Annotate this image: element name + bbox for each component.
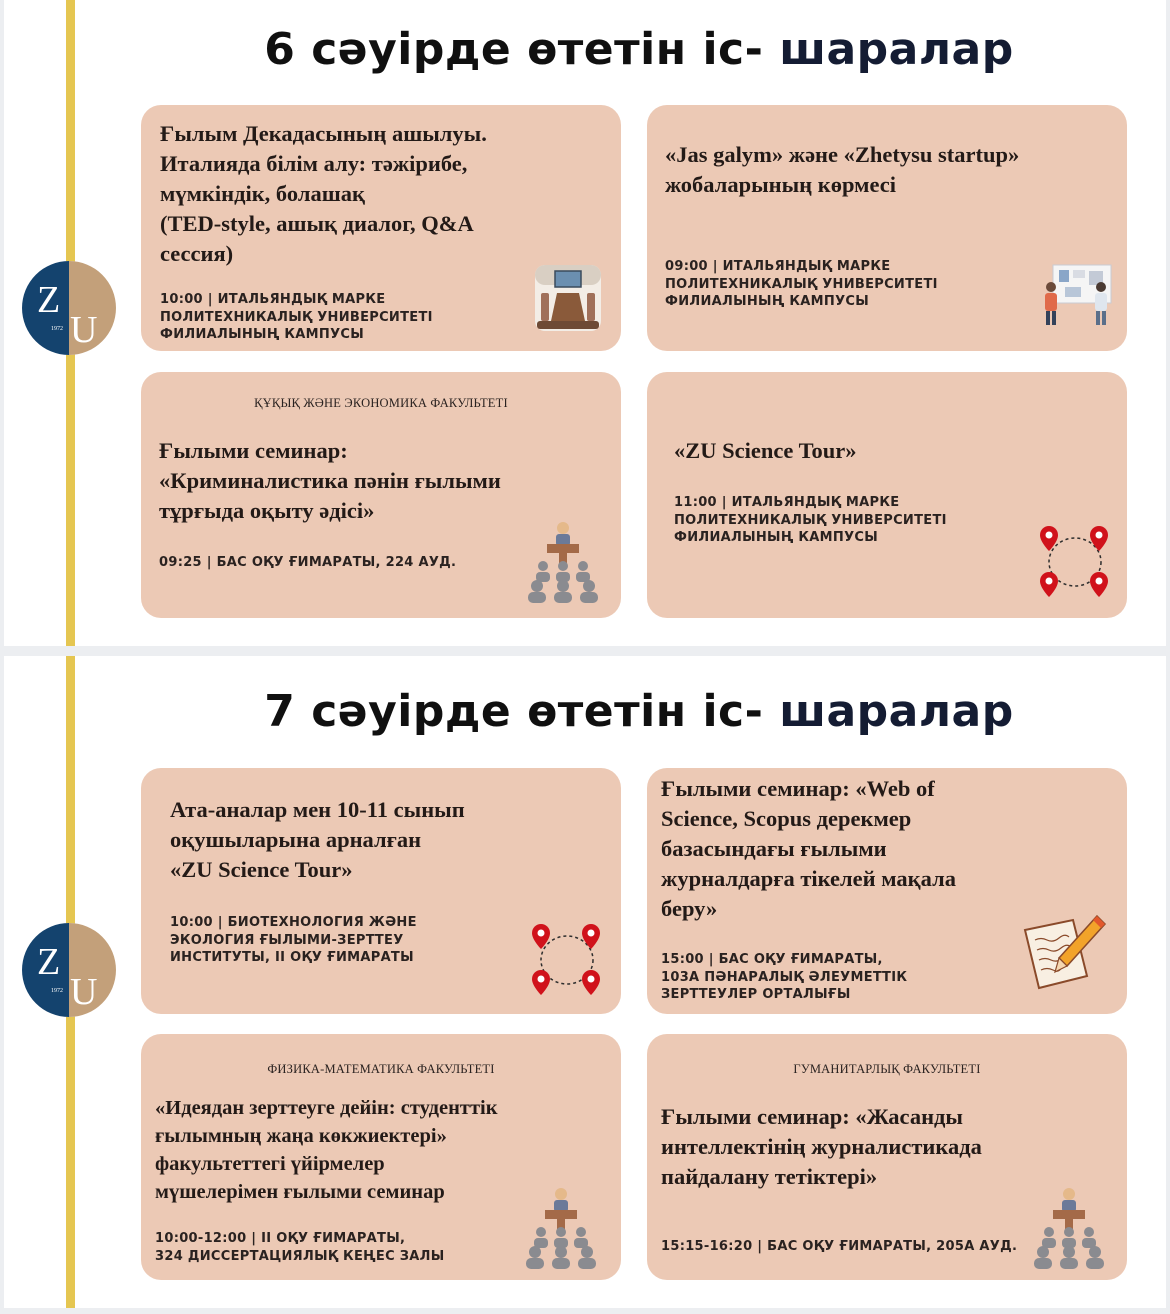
- event-headline: Ата-аналар мен 10-11 сынып оқушыларына арналған «ZU Science Tour»: [170, 797, 465, 882]
- event-card[interactable]: [647, 372, 1127, 618]
- logo-year: 1972: [51, 988, 63, 994]
- seminar-audience-icon: [523, 1186, 599, 1274]
- event-time-location: 15:00 | БАС ОҚУ ҒИМАРАТЫ, 103А ПӘНАРАЛЫҚ ӘЛЕУМЕТТІК ЗЕРТТЕУЛЕР ОРТАЛЫҒЫ: [661, 952, 908, 1002]
- event-time-location: 11:00 | ИТАЛЬЯНДЫҚ МАРКЕ ПОЛИТЕХНИКАЛЫҚ УНИВЕРСИТЕТІ ФИЛИАЛЫНЫҢ КАМПУСЫ: [674, 495, 947, 545]
- event-time-location: 10:00 | ИТАЛЬЯНДЫҚ МАРКЕ ПОЛИТЕХНИКАЛЫҚ УНИВЕРСИТЕТІ ФИЛИАЛЫНЫҢ КАМПУСЫ: [160, 292, 433, 342]
- event-headline: «Jas galym» және «Zhetysu startup» жобаларының көрмесі: [665, 142, 1020, 197]
- logo-letter-z: Z: [37, 279, 61, 321]
- event-time-location: 10:00-12:00 | ІІ ОҚУ ҒИМАРАТЫ, 324 ДИССЕРТАЦИЯЛЫҚ КЕҢЕС ЗАЛЫ: [155, 1231, 445, 1264]
- event-headline: Ғылыми семинар: «Web of Science, Scopus дерекмер базасындағы ғылыми журналдарға тікелей мақала беру»: [661, 776, 956, 921]
- logo-letter-u: U: [70, 309, 98, 351]
- event-headline: Ғылыми семинар: «Жасанды интеллектінің журналистикада пайдалану тетіктері»: [661, 1104, 982, 1189]
- route-pins-icon: [529, 920, 605, 1004]
- event-time-location: 09:00 | ИТАЛЬЯНДЫҚ МАРКЕ ПОЛИТЕХНИКАЛЫҚ УНИВЕРСИТЕТІ ФИЛИАЛЫНЫҢ КАМПУСЫ: [665, 259, 938, 309]
- seminar-audience-icon: [1031, 1186, 1107, 1274]
- conference-room-icon: [533, 263, 603, 337]
- event-headline: Ғылыми семинар: «Криминалистика пәнін ғылыми тұрғыда оқыту әдісі»: [159, 438, 501, 523]
- route-pins-icon: [1037, 522, 1113, 606]
- event-headline: «Идеядан зерттеуге дейін: студенттік ғылымның жаңа көкжиектері» факультеттегі үйірмелер мүшелерімен ғылыми семинар: [155, 1097, 498, 1203]
- event-time-location: 09:25 | БАС ОҚУ ҒИМАРАТЫ, 224 АУД.: [159, 555, 457, 570]
- faculty-label: ФИЗИКА-МАТЕМАТИКА ФАКУЛЬТЕТІ: [267, 1062, 495, 1076]
- event-headline: Ғылым Декадасының ашылуы. Италияда білім алу: тәжірибе, мүмкіндік, болашақ (TED-style, ашық диалог, Q&A сессия): [160, 121, 487, 266]
- page-title: 7 сәуірде өтетін іс- шаралар: [264, 686, 1014, 737]
- event-card[interactable]: [647, 768, 1127, 1014]
- event-headline: «ZU Science Tour»: [674, 438, 857, 463]
- faculty-label: ГУМАНИТАРЛЫҚ ФАКУЛЬТЕТІ: [793, 1062, 981, 1076]
- logo-letter-z: Z: [37, 941, 61, 983]
- event-time-location: 15:15-16:20 | БАС ОҚУ ҒИМАРАТЫ, 205А АУД.: [661, 1239, 1018, 1254]
- zu-logo: [21, 922, 117, 1018]
- page-title: 6 сәуірде өтетін іс- шаралар: [264, 24, 1014, 75]
- paper-pen-icon: [1019, 910, 1109, 998]
- logo-letter-u: U: [70, 971, 98, 1013]
- event-card[interactable]: [141, 105, 621, 351]
- event-card[interactable]: [647, 1034, 1127, 1280]
- event-card[interactable]: [141, 372, 621, 618]
- event-time-location: 10:00 | БИОТЕХНОЛОГИЯ ЖӘНЕ ЭКОЛОГИЯ ҒЫЛЫМИ-ЗЕРТТЕУ ИНСТИТУТЫ, ІІ ОҚУ ҒИМАРАТЫ: [170, 915, 417, 965]
- logo-year: 1972: [51, 326, 63, 332]
- slide-april-6: [4, 0, 1166, 646]
- seminar-audience-icon: [525, 520, 601, 608]
- event-card[interactable]: [141, 768, 621, 1014]
- slide-april-7: [4, 656, 1166, 1308]
- zu-logo: [21, 260, 117, 356]
- event-card[interactable]: [141, 1034, 621, 1280]
- event-card[interactable]: [647, 105, 1127, 351]
- exhibition-icon: [1037, 261, 1115, 333]
- faculty-label: ҚҰҚЫҚ ЖӘНЕ ЭКОНОМИКА ФАКУЛЬТЕТІ: [254, 396, 508, 410]
